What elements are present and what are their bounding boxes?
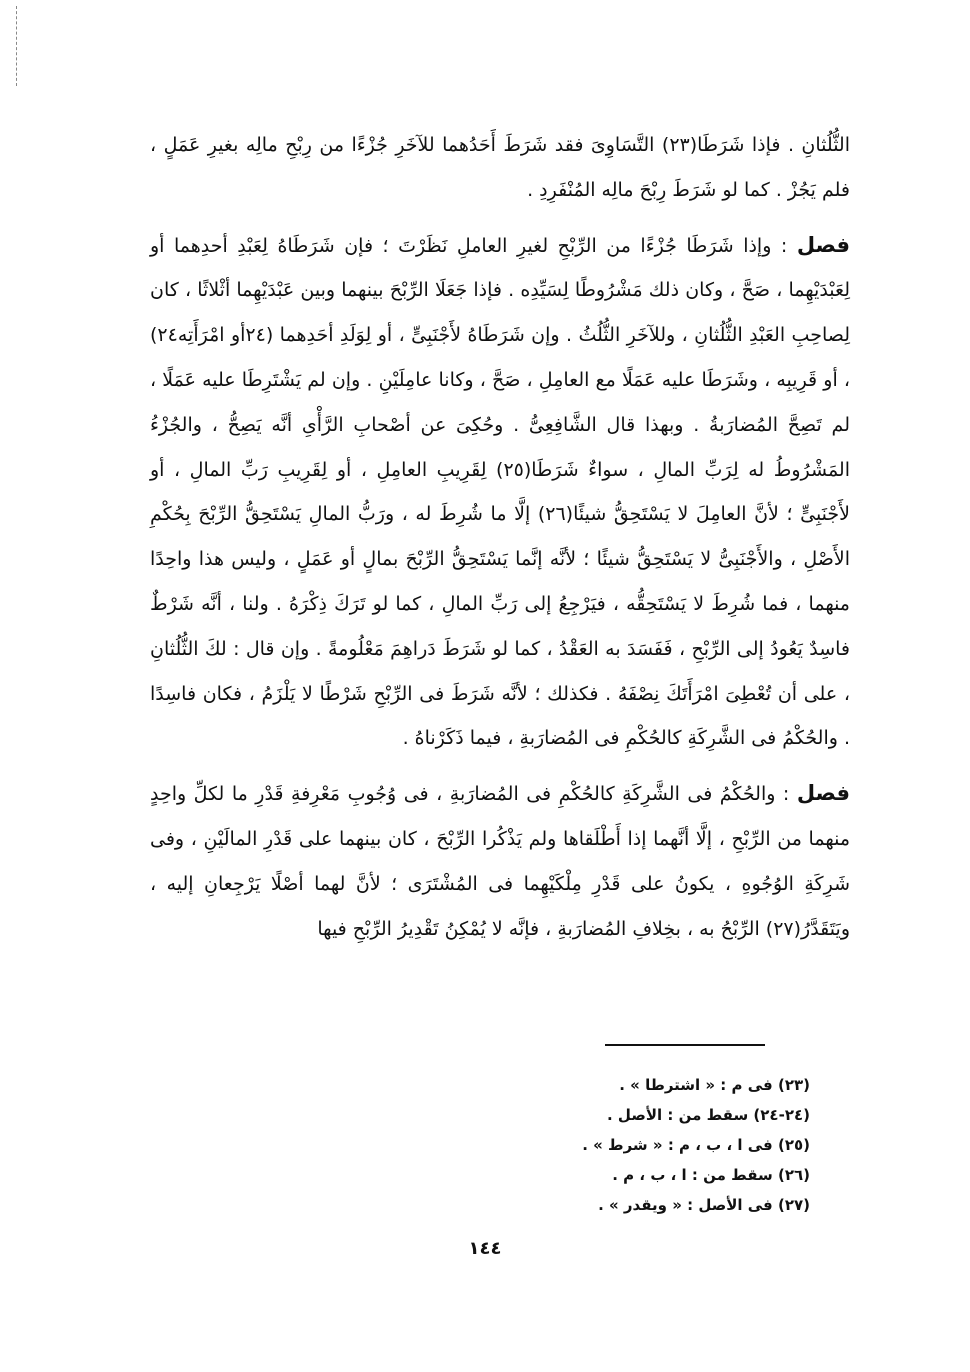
footnote: (٢٦) سقط من : ا ، ب ، م . bbox=[612, 1166, 810, 1184]
footnote: (٢٣) فى م : « اشترطا » . bbox=[619, 1076, 810, 1094]
footnote: (٢٥) فى ا ، ب ، م : « شرط » . bbox=[582, 1136, 810, 1154]
paragraph-text: الثُّلُثانِ . فإذا شَرَطَا(٢٣) التَّسَاوِىَ فقد شَرَطَ أَحَدُهما للآخَرِ جُزْءًا من رِبْحِ مالِه بغيرِ عَمَلٍ ، فلم يَجُزْ . كما لو شَرَطَ رِبْحَ مالِه المُنْفَرِدِ . bbox=[150, 134, 850, 201]
margin-marks bbox=[16, 6, 19, 86]
footnote-separator bbox=[605, 1044, 765, 1046]
paragraph-text: : وإذا شَرَطَا جُزْءًا من الرِّبْحِ لغيرِ العاملِ نَظَرْتَ ؛ فإن شَرَطَاهُ لِعَبْدِ أحدِهما أو لِعَبْدَيْهِما ، صَحَّ ، وكان ذلك مَشْرُوطًا لِسَيِّدِه . فإذا جَعَلَا الرِّبْحَ بينهما وبين عَبْدَيْهِما أثْلاثًا ، كان لِصاحِبِ العَبْدِ الثُّلُثانِ ، وللآخَرِ الثُّلُثُ . وإن شَرَطَاهُ لأَجْنَبِىٍّ ، أو لِوَلَدِ أحَدِهما (٢٤أو امْرَأَتِه٢٤) ، أو قَرِيبِه ، وشَرَطَا عليه عَمَلًا مع العامِلِ ، صَحَّ ، وكانا عامِلَيْنِ . وإن لم يَشْتَرِطَا عليه عَمَلًا ، لم تَصِحَّ المُضارَبةُ . وبهذا قال الشَّافِعِىُّ . وحُكِىَ عن أصْحابِ الرَّأْىِ أنَّه يَصِحُّ ، والجُزْءُ المَشْرُوطُ له لِرَبِّ المالِ ، سواءٌ شَرَطَا(٢٥) لِقَرِيبِ العامِلِ ، أو لِقَرِيبِ رَبِّ المالِ ، أو لأَجْنَبِىٍّ ؛ لأنَّ العامِلَ لا يَسْتَحِقُّ شيئًا(٢٦) إلَّا ما شُرِطَ له ، ورَبُّ المالِ يَسْتَحِقُّ الرِّبْحَ بِحُكْمِ الأَصْلِ ، والأَجْنَبِىُّ لا يَسْتَحِقُّ شيئًا ؛ لأنَّه إنَّما يَسْتَحِقُّ الرِّبْحَ بمالٍ أو عَمَلٍ ، وليس هذا واحِدًا منهما ، فما شُرِطَ لا يَسْتَحِقُّه ، فيَرْجِعُ إلى رَبِّ المالِ ، كما لو تَرَكَ ذِكْرَهُ . ولنا ، أنَّه شَرْطٌ فاسِدٌ يَعُودُ إلى الرِّبْحِ ، فَفَسَدَ به العَقْدُ ، كما لو شَرَطَ دَراهِمَ مَعْلُومةً . وإن قال : لكَ الثُّلُثانِ ، على أن تُعْطِىَ امْرَأَتَكَ نِصْفَهُ . فكذلك ؛ لأنَّه شَرَطَ فى الرِّبْحِ شَرْطًا لا يَلْزَمُ ، فكان فاسِدًا . والحُكْمُ فى الشَّرِكَةِ كالحُكْمِ فى المُضارَبةِ ، فيما ذَكَرْناهُ . bbox=[150, 234, 851, 750]
main-text bbox=[150, 122, 850, 951]
paragraph bbox=[150, 771, 850, 951]
page-number: ١٤٤ bbox=[468, 1238, 502, 1259]
paragraph bbox=[150, 122, 850, 213]
footnote: (٢٧) فى الأصل : « ويقدر » . bbox=[598, 1196, 810, 1214]
section-lead: فصل bbox=[796, 781, 850, 806]
footnote: (٢٤-٢٤) سقط من : الأصل . bbox=[607, 1106, 810, 1124]
section-lead: فصل bbox=[796, 232, 850, 257]
paragraph-text: : والحُكْمُ فى الشَّرِكَةِ كالحُكْمِ فى المُضارَبةِ ، فى وُجُوبِ مَعْرِفةِ قَدْرِ ما لكلِّ واحِدٍ منهما من الرِّبْحِ ، إلَّا أنَّهما إذا أَطْلَقاها ولم يَذْكُرا الرِّبْحَ ، كان بينهما على قَدْرِ المالَيْنِ ، وفى شَرِكَةِ الوُجُوهِ ، يكونُ على قَدْرِ مِلْكَيْهِما فى المُشْتَرَى ؛ لأنَّ لهما أصْلًا يَرْجِعانِ إليه ، ويَتَقَدَّرُ(٢٧) الرِّبْحُ به ، بخِلافِ المُضارَبةِ ، فإنَّه لا يُمْكِنُ تَقْدِيرُ الرِّبْحِ فيها bbox=[150, 783, 850, 940]
footnotes bbox=[400, 1070, 810, 1220]
paragraph bbox=[150, 223, 850, 762]
